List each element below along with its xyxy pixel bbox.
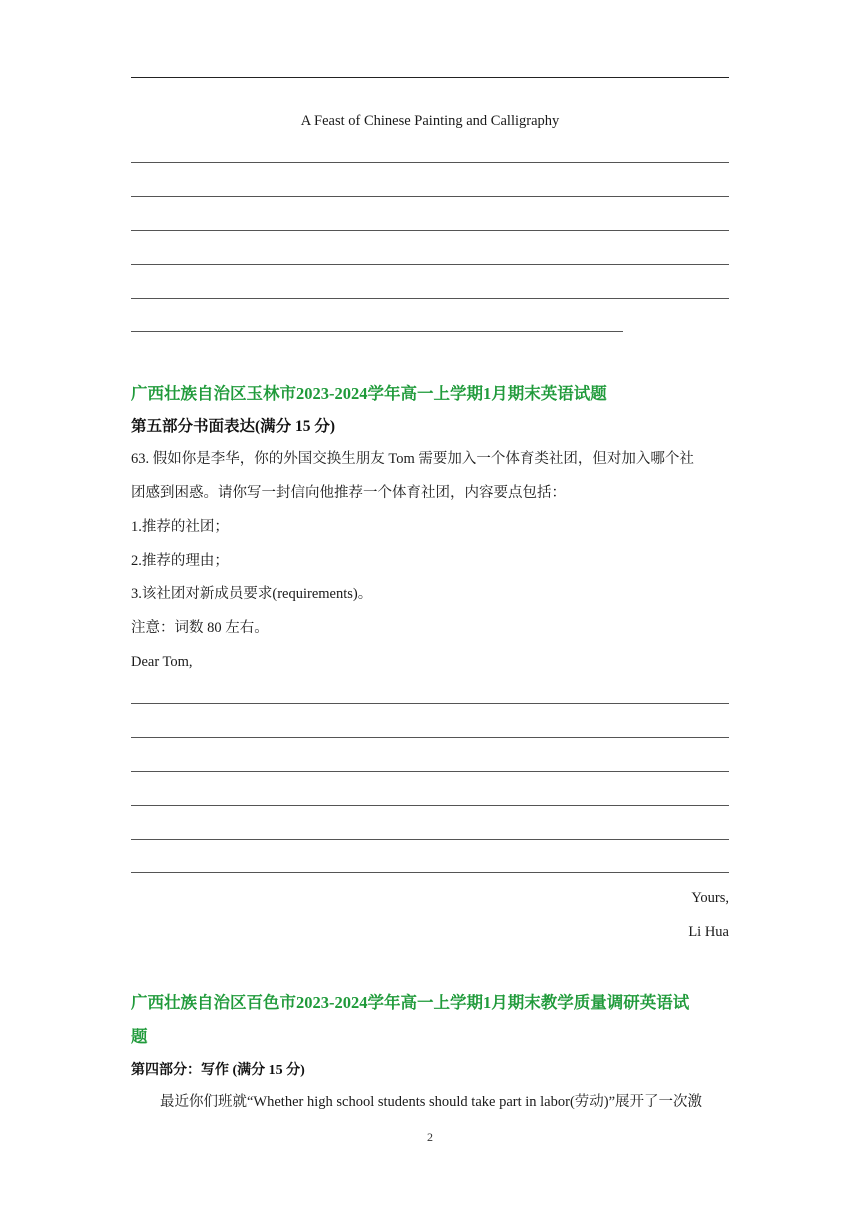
point-item: 3.该社团对新成员要求(requirements)。: [131, 586, 373, 602]
signature: Li Hua: [688, 924, 729, 940]
writing-line: [131, 331, 623, 332]
writing-line: [131, 805, 729, 806]
writing-line: [131, 298, 729, 299]
page-number: 2: [427, 1130, 433, 1144]
header-rule: [131, 77, 729, 78]
prompt-line: 团感到困惑。请你写一封信向他推荐一个体育社团，内容要点包括：: [131, 485, 566, 501]
point-item: 1.推荐的社团；: [131, 519, 229, 535]
writing-line: [131, 839, 729, 840]
salutation: Dear Tom,: [131, 654, 193, 670]
writing-line: [131, 872, 729, 873]
closing: Yours,: [691, 890, 729, 906]
section-title: 广西壮族自治区玉林市2023-2024学年高一上学期1月期末英语试题: [131, 384, 607, 403]
writing-line: [131, 162, 729, 163]
prompt-line: 63. 假如你是李华，你的外国交换生朋友 Tom 需要加入一个体育类社团，但对加入哪个社: [131, 451, 694, 467]
section-title-continued: 题: [131, 1027, 148, 1046]
prompt-line: 最近你们班就“Whether high school students should take part in labor(劳动)”展开了一次激: [160, 1094, 703, 1110]
writing-line: [131, 703, 729, 704]
point-item: 2.推荐的理由；: [131, 553, 229, 569]
writing-line: [131, 771, 729, 772]
part-heading: 第四部分：写作 (满分 15 分): [131, 1063, 305, 1078]
part-heading: 第五部分书面表达(满分 15 分): [131, 418, 336, 435]
writing-line: [131, 737, 729, 738]
writing-line: [131, 196, 729, 197]
writing-line: [131, 264, 729, 265]
essay-title: A Feast of Chinese Painting and Calligraphy: [300, 113, 560, 129]
writing-line: [131, 230, 729, 231]
section-title: 广西壮族自治区百色市2023-2024学年高一上学期1月期末教学质量调研英语试: [131, 993, 690, 1012]
word-count-note: 注意：词数 80 左右。: [131, 620, 269, 636]
